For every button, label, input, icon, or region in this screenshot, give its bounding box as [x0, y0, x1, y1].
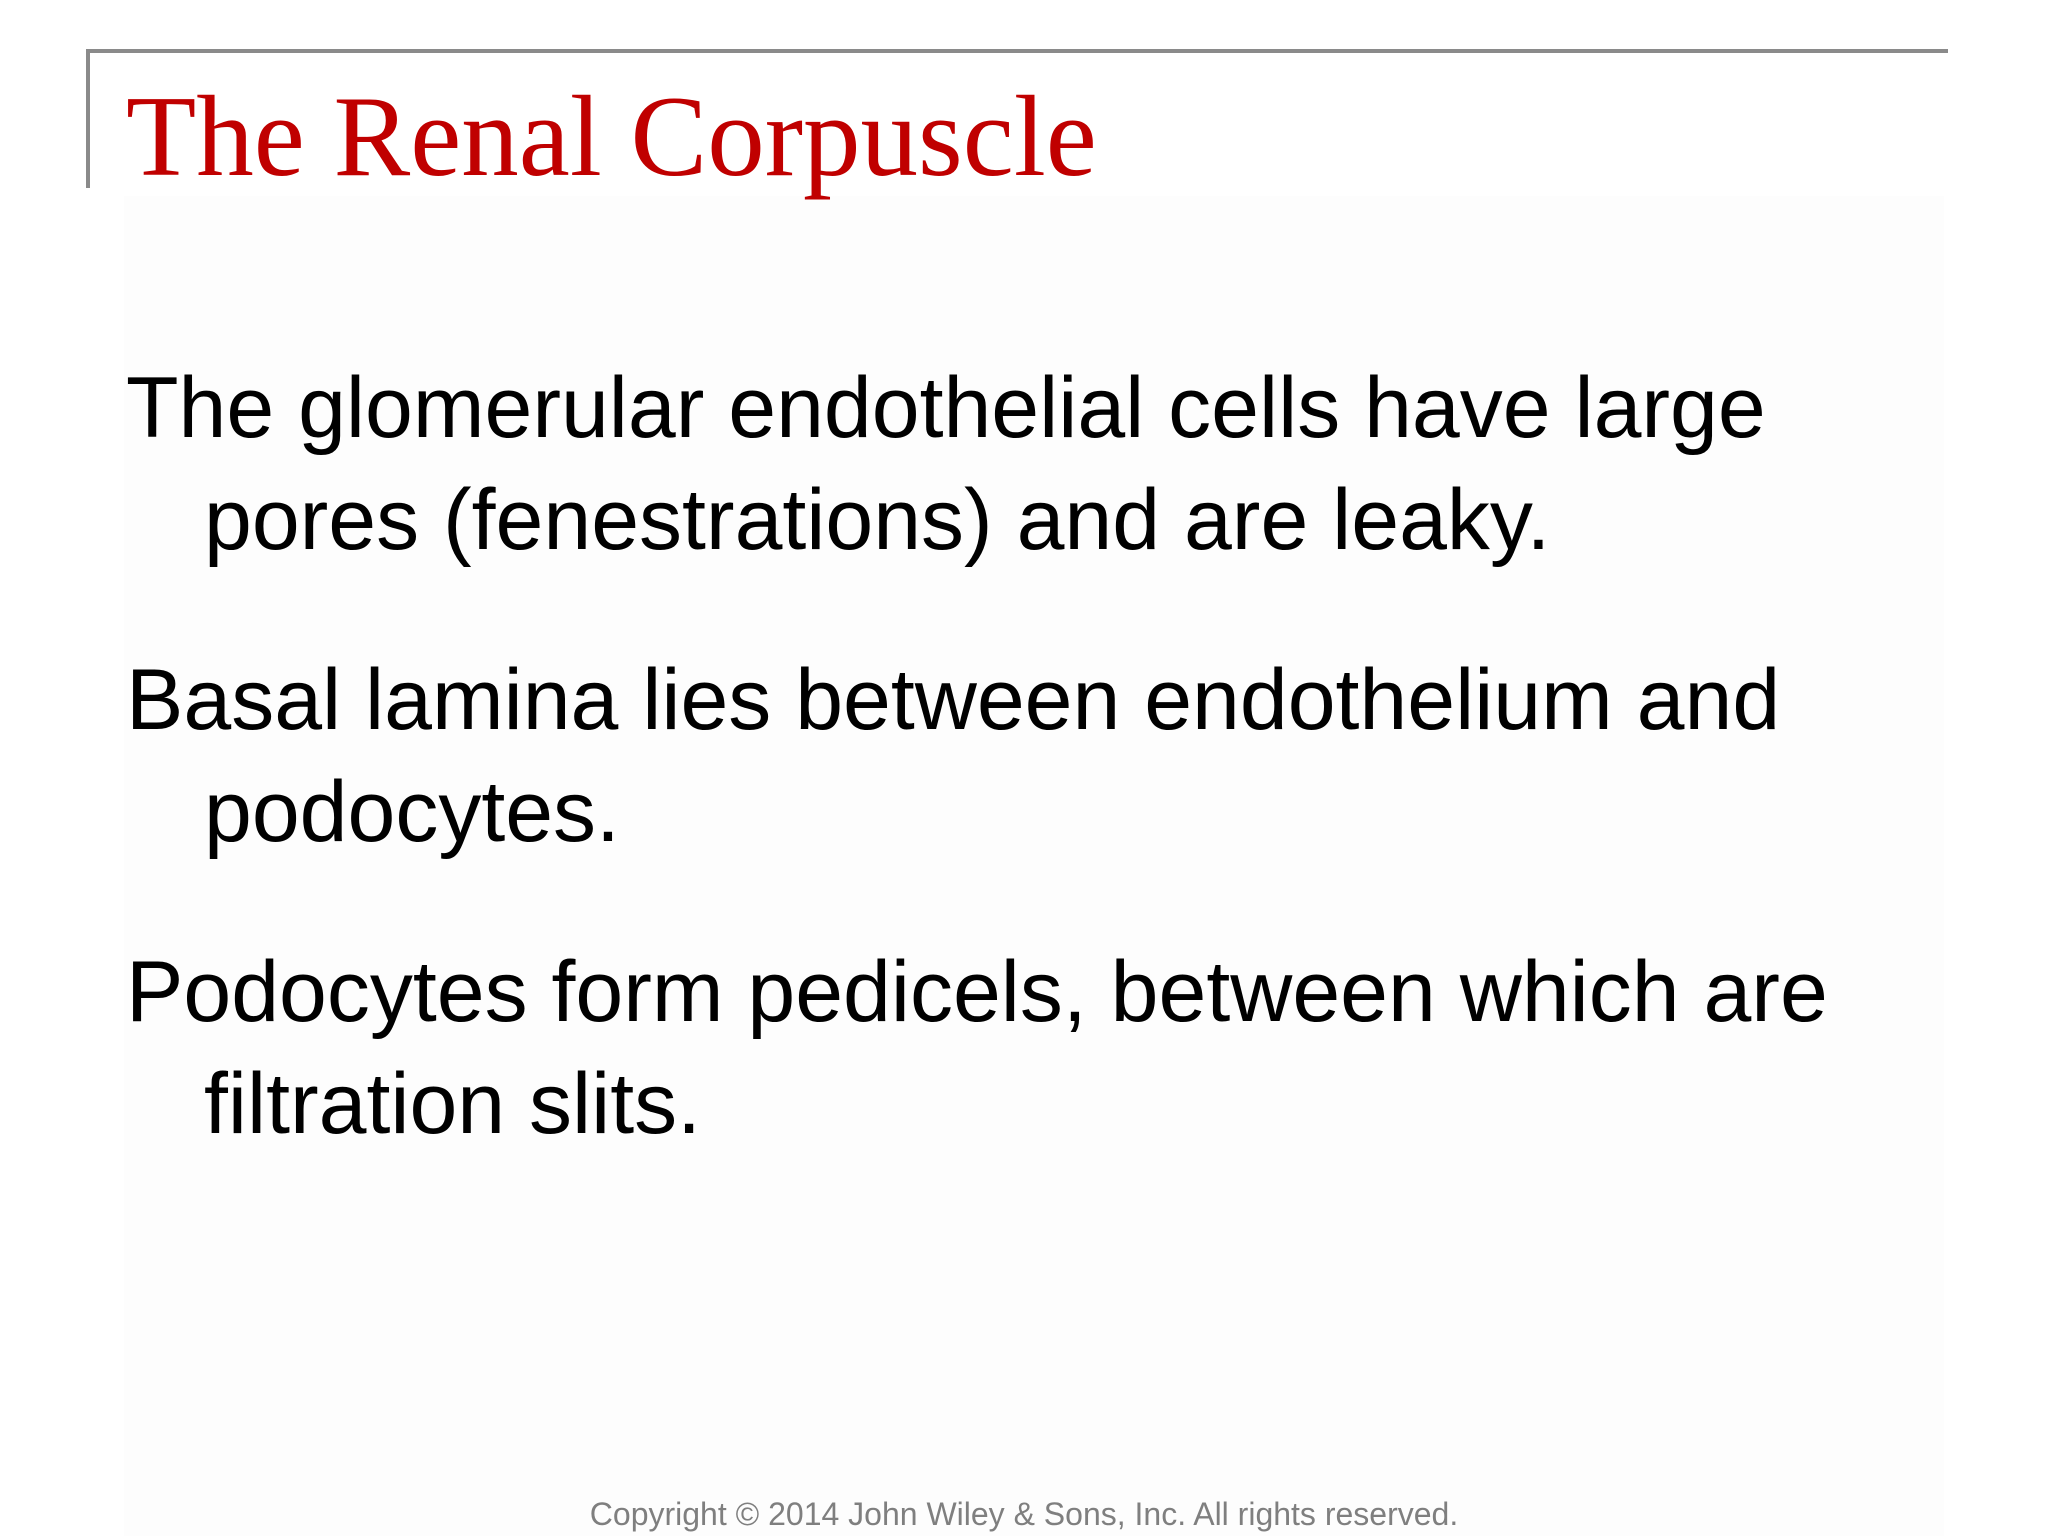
copyright-footer: Copyright © 2014 John Wiley & Sons, Inc. All rights reserved.: [589, 1496, 1459, 1532]
title-rule-top: [86, 49, 1948, 53]
bullet-item: Basal lamina lies between endothelium and podocytes.: [126, 652, 1781, 860]
slide-title: The Renal Corpuscle: [126, 73, 1097, 200]
bullet-item: Podocytes form pedicels, between which are filtration slits.: [126, 944, 1828, 1152]
title-rule-left: [86, 49, 90, 188]
bullet-item: The glomerular endothelial cells have large pores (fenestrations) and are leaky.: [126, 360, 1766, 568]
bullet-list: [126, 352, 1946, 1228]
